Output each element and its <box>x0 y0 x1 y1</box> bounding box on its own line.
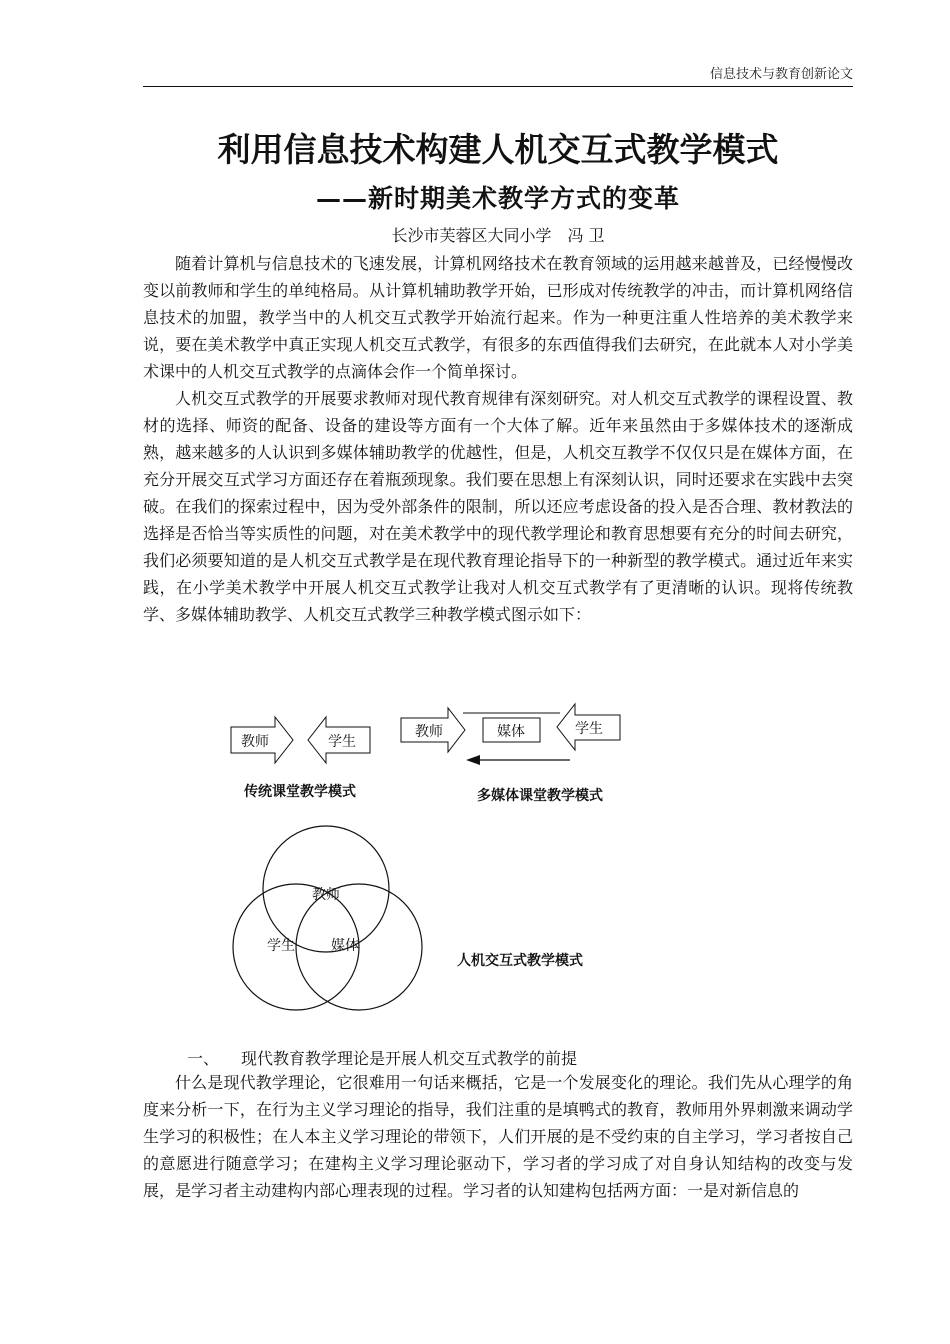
teacher-label: 教师 <box>415 724 443 740</box>
paragraph: 人机交互式教学的开展要求教师对现代教育规律有深刻研究。对人机交互式教学的课程设置、教材的选择、师资的配备、设备的建设等方面有一个大体了解。近年来虽然由于多媒体技术的逐渐成熟，越来越多的人认识到多媒体辅助教学的优越性，但是，人机交互教学不仅仅只是在媒体方面，在充分开展交互式学习方面还存在着瓶颈现象。我们要在思想上有深刻认识，同时还要求在实践中去突破。在我们的探索过程中，因为受外部条件的限制，所以还应考虑设备的投入是否合理、教材教法的选择是否恰当等实质性的问题，对在美术教学中的现代教学理论和教育思想要有充分的时间去研究，我们必须要知道的是人机交互式教学是在现代教育理论指导下的一种新型的教学模式。通过近年来实践，在小学美术教学中开展人机交互式教学让我对人机交互式教学有了更清晰的认识。现将传统教学、多媒体辅助教学、人机交互式教学三种教学模式图示如下： <box>143 389 853 624</box>
interactive-model-diagram <box>233 826 583 1010</box>
section-1-text <box>143 1069 853 1204</box>
article-title: 利用信息技术构建人机交互式教学模式 <box>217 130 779 169</box>
running-header: 信息技术与教育创新论文 <box>709 67 853 82</box>
paragraph: 什么是现代教学理论，它很难用一句话来概括，它是一个发展变化的理论。我们先从心理学的角度来分析一下，在行为主义学习理论的指导，我们注重的是填鸭式的教育，教师用外界刺激来调动学生学习的积极性；在人本主义学习理论的带领下，人们开展的是不受约束的自主学习，学习者按自己的意愿进行随意学习；在建构主义学习理论驱动下，学习者的学习成了对自身认知结构的改变与发展，是学习者主动建构内部心理表现的过程。学习者的认知建构包括两方面：一是对新信息的 <box>143 1073 853 1200</box>
media-label: 媒体 <box>497 724 525 740</box>
multimedia-model-diagram <box>401 704 620 804</box>
section-number: 一、 <box>187 1049 220 1068</box>
return-arrowhead <box>466 755 480 765</box>
section-title: 现代教育教学理论是开展人机交互式教学的前提 <box>241 1049 578 1068</box>
student-label: 学生 <box>575 721 603 737</box>
student-label: 学生 <box>328 734 356 750</box>
header-rule <box>143 86 853 87</box>
author-line: 长沙市芙蓉区大同小学 冯 卫 <box>391 226 605 245</box>
multimedia-caption: 多媒体课堂教学模式 <box>477 788 603 804</box>
intro-text <box>143 250 853 628</box>
traditional-model-diagram <box>231 717 370 800</box>
teaching-model-figures <box>143 690 853 1040</box>
student-label: 学生 <box>267 938 295 954</box>
teacher-label: 教师 <box>241 734 269 750</box>
section-1-heading <box>187 1047 577 1071</box>
figures-svg <box>143 690 853 1040</box>
article-subtitle: ——新时期美术教学方式的变革 <box>315 184 680 213</box>
interactive-caption: 人机交互式教学模式 <box>457 953 583 969</box>
teacher-label: 教师 <box>312 887 340 903</box>
paragraph: 随着计算机与信息技术的飞速发展，计算机网络技术在教育领域的运用越来越普及，已经慢慢改变以前教师和学生的单纯格局。从计算机辅助教学开始，已形成对传统教学的冲击，而计算机网络信息技术的加盟，教学当中的人机交互式教学开始流行起来。作为一种更注重人性培养的美术教学来说，要在美术教学中真正实现人机交互式教学，有很多的东西值得我们去研究，在此就本人对小学美术课中的人机交互式教学的点滴体会作一个简单探讨。 <box>143 254 853 381</box>
traditional-caption: 传统课堂教学模式 <box>244 784 356 800</box>
media-label: 媒体 <box>331 938 359 954</box>
